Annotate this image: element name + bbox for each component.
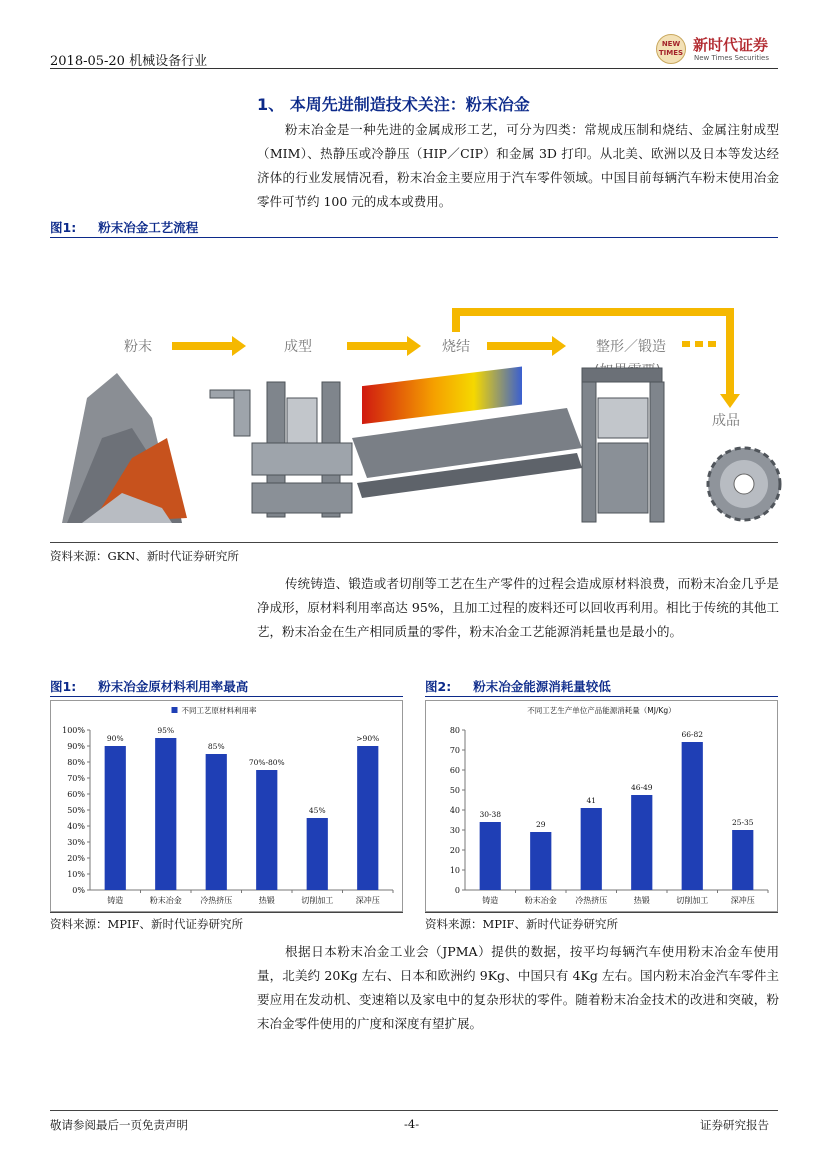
chart-material-utilization (50, 700, 403, 912)
data-label: 46-49 (630, 783, 653, 792)
chart-energy-consumption (425, 700, 778, 912)
bar-4 (682, 742, 703, 890)
y-tick-label: 70 (449, 746, 460, 755)
footer-page-number: -4- (404, 1117, 420, 1131)
y-tick-label: 0 (454, 886, 460, 895)
figure2-title-text: 粉末冶金原材料利用率最高 (98, 679, 249, 694)
header-divider (50, 68, 778, 69)
label-powder: 粉末 (124, 339, 152, 355)
x-tick-label: 深冲压 (730, 896, 755, 905)
bar-3 (631, 795, 652, 890)
figure1-number: 图1: (50, 220, 77, 235)
chart-title: 不同工艺生产单位产品能源消耗量（MJ/Kg） (527, 706, 676, 715)
footer-divider (50, 1110, 778, 1111)
arrow-powder-to-forming (172, 336, 246, 356)
figure2-number: 图1: (50, 679, 77, 694)
y-tick-label: 70% (67, 774, 85, 783)
y-tick-label: 50 (449, 786, 460, 795)
legend-label: 不同工艺原材料利用率 (181, 706, 257, 715)
y-tick-label: 80 (449, 726, 460, 735)
figure3-bottom-rule (425, 912, 778, 913)
y-tick-label: 40 (449, 806, 460, 815)
y-tick-label: 60% (67, 790, 85, 799)
bar-3 (256, 770, 277, 890)
figure1-source: 资料来源：GKN、新时代证券研究所 (50, 549, 239, 563)
y-tick-label: 40% (67, 822, 85, 831)
x-tick-label: 冷热挤压 (200, 896, 233, 905)
data-label: >90% (356, 734, 380, 743)
data-label: 90% (106, 734, 124, 743)
y-tick-label: 10% (67, 870, 85, 879)
bar-1 (155, 738, 176, 890)
product-gear-icon (708, 448, 780, 520)
x-tick-label: 切削加工 (301, 896, 334, 905)
bar-2 (206, 754, 227, 890)
bar-0 (480, 822, 501, 890)
y-tick-label: 100% (62, 726, 85, 735)
figure1-title-text: 粉末冶金工艺流程 (98, 220, 199, 235)
data-label: 29 (535, 820, 546, 829)
process-diagram (62, 298, 762, 528)
figure1-rule (50, 237, 778, 238)
x-tick-label: 冷热挤压 (575, 896, 608, 905)
x-tick-label: 切削加工 (676, 896, 709, 905)
bar-2 (581, 808, 602, 890)
y-tick-label: 80% (67, 758, 85, 767)
y-tick-label: 10 (449, 866, 460, 875)
figure2-source: 资料来源：MPIF、新时代证券研究所 (50, 917, 244, 931)
figure3-title-text: 粉末冶金能源消耗量较低 (473, 679, 611, 694)
figure2-title (50, 677, 248, 695)
data-label: 30-38 (479, 810, 502, 819)
arrow-forming-to-sintering (347, 336, 421, 356)
footer-disclaimer: 敬请参阅最后一页免责声明 (50, 1118, 188, 1132)
header-date-industry: 2018-05-20 机械设备行业 (50, 54, 208, 69)
figure1-bottom-rule (50, 542, 778, 543)
figure3-number: 图2: (425, 679, 452, 694)
data-label: 25-35 (731, 818, 754, 827)
y-tick-label: 30% (67, 838, 85, 847)
x-tick-label: 铸造 (482, 896, 499, 905)
paragraph-jpma-data: 根据日本粉末冶金工业会（JPMA）提供的数据，按平均每辆汽车使用粉末冶金车使用量，北美约 20Kg 左右、日本和欧洲约 9Kg、中国只有 4Kg 左右。国内粉末冶金汽车零件主要应用在发动机、变速箱以及家电中的复杂形状的零件。随着粉末冶金技术的改进和突破，粉末冶金零件使用的广度和深度有望扩展。 (257, 944, 779, 1031)
forming-press (210, 382, 352, 517)
y-tick-label: 0% (72, 886, 85, 895)
process-graphics (62, 298, 762, 528)
x-tick-label: 铸造 (107, 896, 124, 905)
powder-piles (62, 373, 187, 523)
brand-logo (656, 34, 781, 66)
bar-5 (357, 746, 378, 890)
sintering-furnace (352, 367, 582, 498)
logo-en-text: New Times Securities (694, 54, 769, 62)
data-label: 45% (308, 806, 326, 815)
label-product: 成品 (712, 413, 740, 429)
shaping-press (582, 368, 664, 522)
footer-report-type: 证券研究报告 (700, 1118, 769, 1132)
x-tick-label: 深冲压 (355, 896, 380, 905)
y-tick-label: 60 (449, 766, 460, 775)
data-label: 95% (157, 726, 175, 735)
data-label: 85% (207, 742, 225, 751)
figure3-rule (425, 696, 778, 697)
data-label: 41 (586, 796, 597, 805)
figure3-title (425, 677, 611, 695)
figure3-source: 资料来源：MPIF、新时代证券研究所 (425, 917, 619, 931)
arrow-sintering-to-shaping (487, 336, 566, 356)
bar-0 (105, 746, 126, 890)
y-tick-label: 50% (67, 806, 85, 815)
y-tick-label: 20 (449, 846, 460, 855)
x-tick-label: 热锻 (633, 896, 650, 905)
data-label: 66-82 (681, 730, 704, 739)
figure2-rule (50, 696, 403, 697)
label-shaping: 整形／锻造 (596, 339, 666, 355)
y-tick-label: 30 (449, 826, 460, 835)
y-tick-label: 90% (67, 742, 85, 751)
x-tick-label: 粉末冶金 (149, 896, 182, 905)
section-title: 1、 本周先进制造技术关注：粉末冶金 (257, 95, 530, 114)
legend-swatch (172, 707, 178, 713)
paragraph-material-utilization: 传统铸造、锻造或者切削等工艺在生产零件的过程会造成原材料浪费，而粉末冶金几乎是净成形，原材料利用率高达 95%，且加工过程的废料还可以回收再利用。相比于传统的其他工艺，粉末冶金在生产相同质量的零件，粉末冶金工艺能源消耗量也是最小的。 (257, 576, 779, 639)
data-label: 70%-80% (248, 758, 285, 767)
y-tick-label: 20% (67, 854, 85, 863)
logo-badge-icon: NEW TIMES (656, 34, 686, 64)
bar-1 (530, 832, 551, 890)
logo-cn-text: 新时代证券 (693, 36, 769, 54)
label-sintering: 烧结 (442, 339, 470, 355)
x-tick-label: 热锻 (258, 896, 275, 905)
figure2-bottom-rule (50, 912, 403, 913)
bar-5 (732, 830, 753, 890)
x-tick-label: 粉末冶金 (524, 896, 557, 905)
label-forming: 成型 (284, 339, 312, 355)
figure1-title (50, 218, 198, 236)
bar-4 (307, 818, 328, 890)
paragraph-intro: 粉末冶金是一种先进的金属成形工艺，可分为四类：常规成压制和烧结、金属注射成型（MIM）、热静压或冷静压（HIP／CIP）和金属 3D 打印。从北美、欧洲以及日本等发达经济体的行业发展情况看，粉末冶金主要应用于汽车零件领域。中国目前每辆汽车粉末使用冶金零件可节约 100 元的成本或费用。 (257, 122, 779, 209)
